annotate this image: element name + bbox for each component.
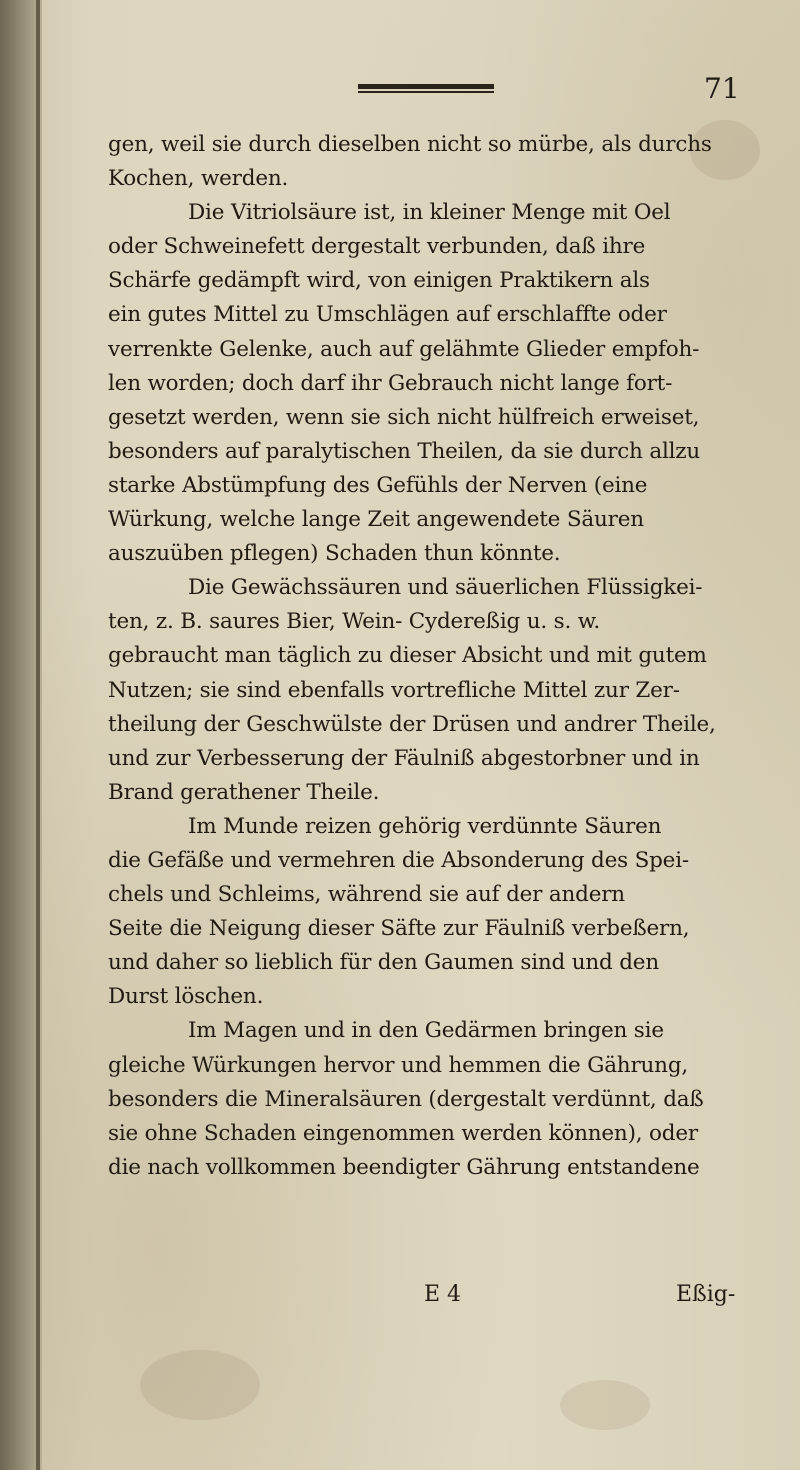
text-line: len worden; doch darf ihr Gebrauch nicht lange fort- [108, 370, 673, 396]
text-line: sie ohne Schaden eingenommen werden können), oder [108, 1120, 698, 1146]
text-line: die nach vollkommen beendigter Gährung entstandene [108, 1154, 700, 1180]
text-line: ten, z. B. saures Bier, Wein- Cydereßig u. s. w. [108, 609, 601, 635]
text-line: Kochen, werden. [108, 166, 289, 192]
text-line: verrenkte Gelenke, auch auf gelähmte Glieder empfoh- [108, 336, 700, 362]
text-line: und daher so lieblich für den Gaumen sind und den [108, 950, 659, 976]
text-line: besonders auf paralytischen Theilen, da sie durch allzu [108, 438, 701, 464]
text-line: Seite die Neigung dieser Säfte zur Fäulniß verbeßern, [108, 916, 690, 942]
text-line: ein gutes Mittel zu Umschlägen auf erschlaffte oder [108, 302, 667, 328]
signature-mark: E 4 [424, 1282, 462, 1307]
paper-stain [560, 1380, 650, 1430]
text-line: Nutzen; sie sind ebenfalls vortrefliche Mittel zur Zer- [108, 677, 680, 703]
page-number: 71 [704, 72, 740, 105]
text-line: Würkung, welche lange Zeit angewendete Säuren [108, 507, 644, 533]
body-text [108, 128, 768, 1185]
text-line: besonders die Mineralsäuren (dergestalt verdünnt, daß [108, 1086, 704, 1112]
text-line: Brand gerathener Theile. [108, 779, 380, 805]
text-line: gesetzt werden, wenn sie sich nicht hülfreich erweiset, [108, 404, 700, 430]
text-line: Die Gewächssäuren und säuerlichen Flüssigkei- [188, 575, 703, 601]
gutter-fold-line [36, 0, 40, 1470]
text-line: theilung der Geschwülste der Drüsen und andrer Theile, [108, 711, 716, 737]
header-rule-thin [358, 91, 494, 93]
text-line: gen, weil sie durch dieselben nicht so mürbe, als durchs [108, 132, 712, 157]
text-line: die Gefäße und vermehren die Absonderung des Spei- [108, 847, 689, 873]
paper-stain [140, 1350, 260, 1420]
header-rule-thick [358, 84, 494, 89]
text-line: Im Magen und in den Gedärmen bringen sie [188, 1018, 664, 1044]
text-line: und zur Verbesserung der Fäulniß abgestorbner und in [108, 745, 700, 771]
header-rule [358, 84, 494, 94]
text-line: Schärfe gedämpft wird, von einigen Praktikern als [108, 268, 650, 294]
text-line: oder Schweinefett dergestalt verbunden, daß ihre [108, 234, 646, 260]
text-line: gebraucht man täglich zu dieser Absicht und mit gutem [108, 643, 707, 669]
text-line: chels und Schleims, während sie auf der andern [108, 882, 625, 908]
text-line: auszuüben pflegen) Schaden thun könnte. [108, 541, 561, 567]
page-footer [0, 1282, 800, 1316]
text-line: starke Abstümpfung des Gefühls der Nerven (eine [108, 472, 648, 498]
text-line: gleiche Würkungen hervor und hemmen die Gährung, [108, 1052, 689, 1078]
text-line: Die Vitriolsäure ist, in kleiner Menge mit Oel [188, 200, 671, 226]
text-line: Durst löschen. [108, 984, 264, 1010]
catchword: Eßig- [676, 1282, 736, 1307]
text-line: Im Munde reizen gehörig verdünnte Säuren [188, 813, 662, 839]
